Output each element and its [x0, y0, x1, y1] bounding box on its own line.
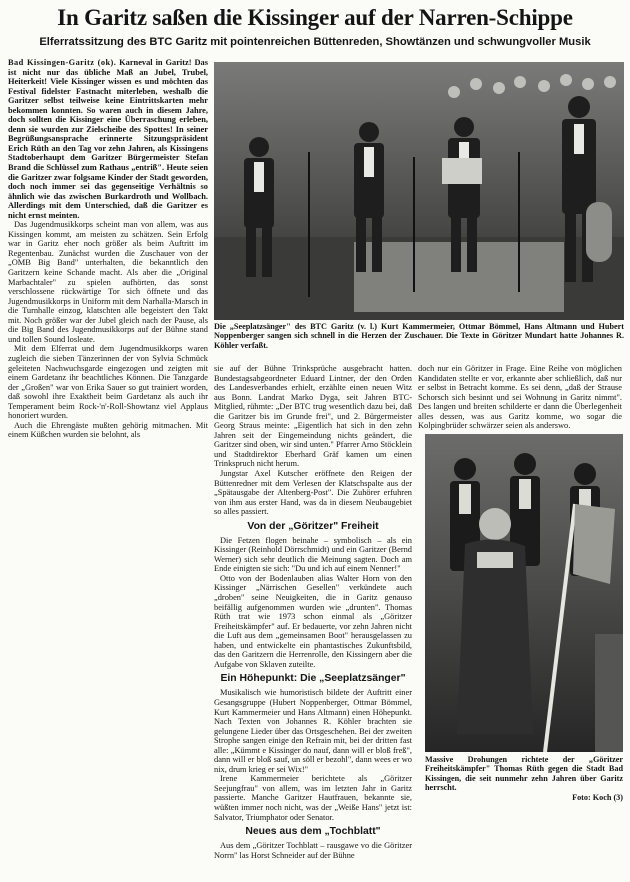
photo-seeplatzsaenger: [214, 62, 624, 320]
article-column-3: [418, 364, 622, 431]
photo-credit: Foto: Koch (3): [572, 792, 623, 802]
paragraph: Irene Kammermeier berichtete als „Göritzer Seejungfrau" von allem, was im letzten Jahr in Garitz passierte. Manche Garitzer Hautfrauen, bekannte sie, wüßten immer noch nicht, was der „Weiße Hans" jetzt ist: Salvator, Triumphator oder Senator.: [214, 774, 412, 822]
section-heading: Von der „Göritzer" Freiheit: [247, 520, 379, 532]
paragraph: Otto von der Bodenlauben alias Walter Horn von den Kissinger „Närrischen Gesellen" verkündete auch „droben" seine Neuigkeiten, die in Garitz genauso beifällig aufgenommen wurden wie „drunten". Thomas Rüth trat wie 1973 schon einmal als „Göritzer Freiheitskämpfer" auf. Er bedauerte, vor zehn Jahren nicht die Luft aus dem „gemeinsamen Boot" herausgelassen zu haben, und entwickelte ein phantastisches Zukunftsbild, das den Garitzern die Herrenrolle, den Kissingern aber die Aufgabe von Sklaven zuteilte.: [214, 573, 412, 669]
photo-caption: Die „Seeplatzsänger" des BTC Garitz (v. l.) Kurt Kammermeier, Ottmar Bömmel, Hans Altmann und Hubert Noppenberger sangen sich schnell in die Herzen der Zuschauer. Die Texte in Göritzer Mundart hatte Johannes R. Köhler verfaßt.: [214, 322, 624, 350]
paragraph: Aus dem „Göritzer Tochblatt – rausgawe vo die Göritzer Norrn" las Horst Schneider auf der Bühne: [214, 841, 412, 860]
photo-freiheitskaempfer: [425, 434, 623, 752]
paragraph: Mit dem Elferrat und dem Jugendmusikkorps waren zugleich die sieben Tänzerinnen der von Sylvia Schmück geleiteten Nachwuchsgarde eingezogen und zeigten mit einem Gardetanz ihr beachtliches Können. Die Tanzgarde der „Großen" war von Erika Sauer so gut trainiert worden, daß sowohl ihre Exaktheit beim Gardetanz als auch ihr Temperament beim Rock-'n'-Roll-Showtanz viel Applaus honoriert wurden.: [8, 344, 208, 421]
paragraph: sie auf der Bühne Trinksprüche ausgebracht hatten. Bundestagsabgeordneter Eduard Lintner, der den Orden des Landesverbandes erhielt, erzählte einen neuen Witz aus Bonn. Landrat Marko Dyga, seit Jahren BTC-Mitglied, rühmte: „Der BTC trug wesentlich dazu bei, daß die Garitzer bis im Grunde frei", und 2. Bürgermeister Georg Straus meinte: „Eigentlich hat sich in den zehn Jahren seit der Eingemeindung nichts geändert, die Garitzer sind oben, wir sind unten." Pfarrer Arno Stöcklein und Stadtdirektor Eberhard Gräf kamen um einen Trinkspruch nicht herum.: [214, 364, 412, 469]
paragraph: Auch die Ehrengäste mußten gehörig mitmachen. Mit einem Küßchen wurden sie belohnt, als: [8, 420, 208, 440]
paragraph: doch nur ein Göritzer in Frage. Eine Reihe von möglichen Kandidaten stellte er vor, erkannte aber schließlich, daß nur er selbst in Betracht komme. Es sei denn, „daß der Strause Schorsch sich besinnt und sei Wohnung in Garitz nimmt". Des langen und breiten schilderte er dann die Überlegenheit alles dessen, was aus Garitz komme, wo sogar die Kolpingbrüder schwärzer seien als anderswo.: [418, 364, 622, 431]
speaker-photo-illustration: [425, 434, 623, 752]
photo-caption: [425, 755, 623, 802]
lead-paragraph: [8, 58, 208, 220]
section-heading: Neues aus dem „Tochblatt": [245, 826, 381, 838]
article-column-1: [8, 58, 208, 440]
paragraph: Musikalisch wie humoristisch bildete der Auftritt einer Gesangsgruppe (Hubert Noppenberger, Ottmar Bömmel, Kurt Kammermeier und Hans Altmann) einen Höhepunkt. Nach Texten von Johannes R. Köhler brachten sie gelungene Lieder über das Ortsgeschehen. Bei der zweiten Strophe sangen einige den Refrain mit, bei der dritten fast alle: „Kümmt e Kissinger do nauf, dann will er bloß freß", dann will er bloß sauf, un söll er bezohl", dann wees er wo nix, drum krieg er sei Wix!": [214, 688, 412, 774]
paragraph: Jungstar Axel Kutscher eröffnete den Reigen der Büttenredner mit dem Verlesen der Klatschspalte aus der „Spätausgabe der Altenberg-Post". Die Zuhörer erfuhren von ihm aus erster Hand, was da in diesem Neubaugebiet so alles passiert.: [214, 469, 412, 517]
section-heading: Ein Höhepunkt: Die „Seeplatzsänger": [220, 673, 406, 685]
subheadline: Elferratssitzung des BTC Garitz mit pointenreichen Büttenreden, Showtänzen und schwungvoller Musik: [39, 36, 591, 48]
article-column-2: [214, 364, 412, 860]
paragraph: Die Fetzen flogen beinahe – symbolisch – als ein Kissinger (Reinhold Dörrschmidt) und ein Garitzer (Bernd Werner) sich sehr deutlich die Meinung sagten. Doch am Ende einigten sie sich: "Du und ich auf einem Nenner!": [214, 535, 412, 574]
dateline: Bad Kissingen-Garitz (ok).: [8, 58, 117, 67]
paragraph: Das Jugendmusikkorps scheint man von allem, was aus Kissingen kommt, am meisten zu schätzen. Sein Erfolg war in Garitz eher noch größer als beim Auftritt im Regentenbau. Zunächst wurden die Zuschauer von der „OMB Big Band" unterhalten, die bekanntlich den Garitzern keine Schande macht. Als aber die „Original Marbachtaler" zu spielen aufhörten, das sonst verschlossene rückwärtige Tor sich öffnete und das Jugendmusikkorps in Uniform mit dem Narhalla-Marsch in die Turnhalle einzog, klatschten alle begeistert den Takt mit. Noch größer war der Jubel gleich nach der Pause, als die Big Band des Jugendmusikkorps auf der Bühne stand und tollen Sound losleate.: [8, 220, 208, 344]
headline: In Garitz saßen die Kissinger auf der Narren-Schippe: [57, 5, 573, 30]
lead-text: Karneval in Garitz! Das ist nicht nur das übliche Maß an Jubel, Trubel, Heiterkeit! Viele Kissinger wissen es und möchten das Festival fidelster Fastnacht miterleben, weshalb die Garitzer selbst teilweise keine Eintrittskarten mehr bekommen konnten. So waren auch in diesem Jahre, doch sollten die Kissinger eine Überraschung erleben, denn sie wurden zur Zielscheibe des Spottes! In seiner Begrüßungsansprache erinnerte Sitzungspräsident Erich Rüth an den Tag vor zehn Jahren, als Kissingens Stadtoberhaupt dem Garitzer Bürgermeister Stefan Brand die Schlüssel zum Rathaus „entriß". Heute seien die Garitzer zwar folgsame Kinder der Stadt geworden, doch noch immer sei das gegenseitige Verhältnis so ähnlich wie das zwischen Burkardroth und Wollbach. Allerdings mit dem Unterschied, daß die Garitzer es nicht ernst meinten.: [8, 58, 208, 220]
stage-photo-illustration: [214, 62, 624, 320]
caption-text: Massive Drohungen richtete der „Göritzer Freiheitskämpfer" Thomas Rüth gegen die Stadt Bad Kissingen, die seit nunmehr zehn Jahren über Garitz herrscht.: [425, 755, 623, 793]
